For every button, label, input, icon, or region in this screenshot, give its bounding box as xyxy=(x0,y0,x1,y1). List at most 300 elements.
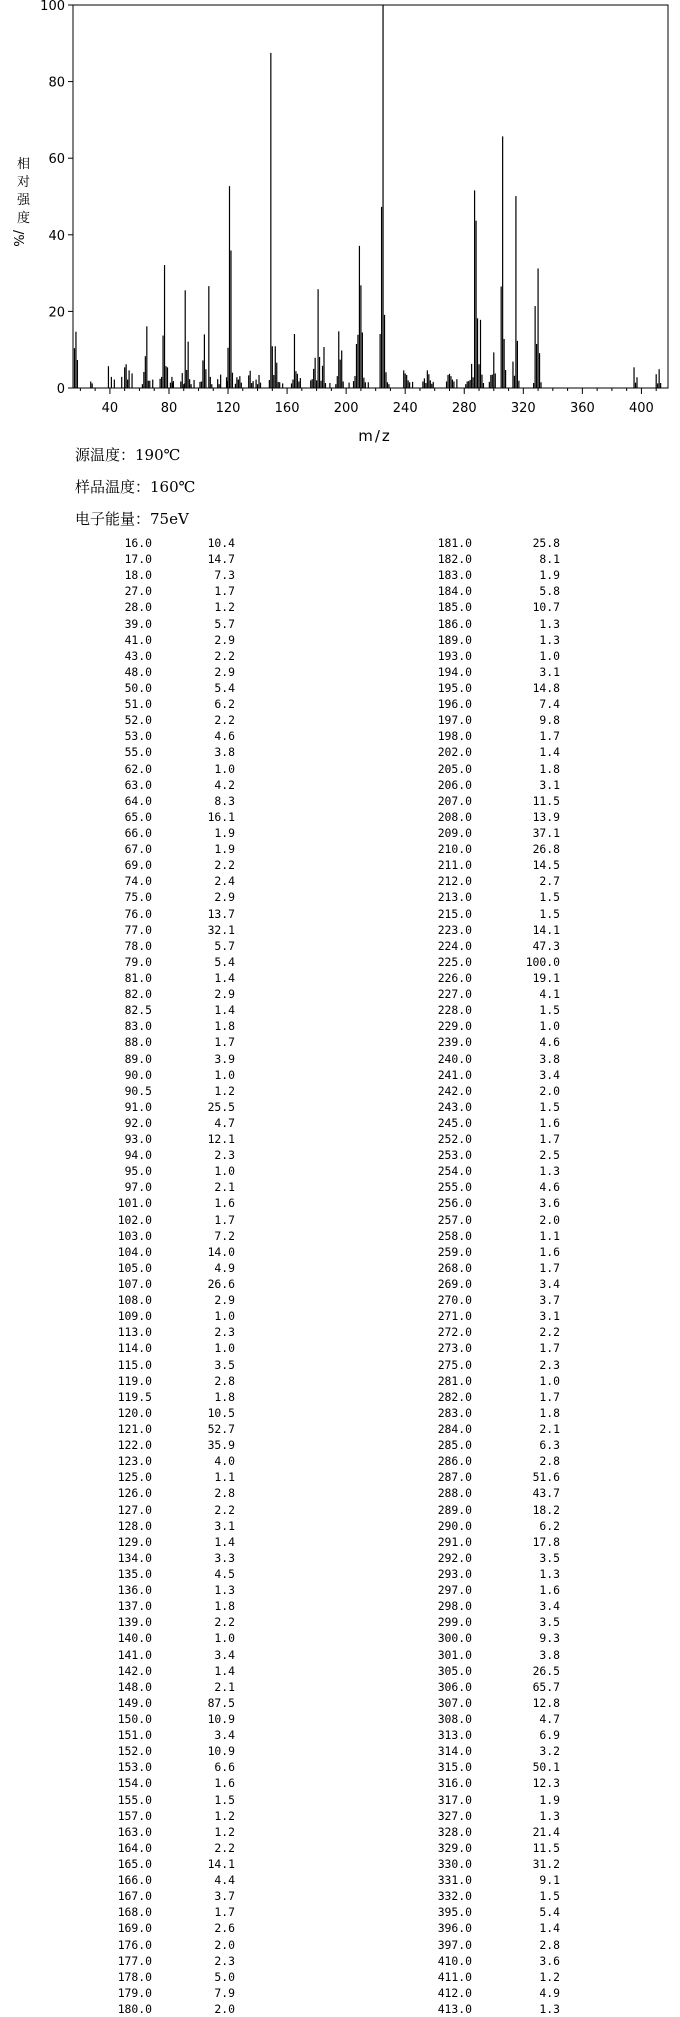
intensity-value: 3.1 xyxy=(539,777,560,792)
y-tick-label: 20 xyxy=(48,305,65,321)
table-row xyxy=(340,809,680,825)
table-row xyxy=(340,664,680,680)
intensity-value: 14.0 xyxy=(207,1244,235,1259)
mz-value: 27.0 xyxy=(124,584,152,599)
mz-value: 305.0 xyxy=(437,1663,472,1678)
table-row xyxy=(340,1953,680,1969)
table-row xyxy=(340,648,680,664)
y-tick-label: 0 xyxy=(56,382,65,397)
mz-value: 142.0 xyxy=(117,1663,152,1678)
table-row xyxy=(0,889,340,905)
table-row xyxy=(340,1163,680,1179)
intensity-value: 3.7 xyxy=(214,1889,235,1904)
intensity-value: 1.9 xyxy=(214,825,235,840)
intensity-value: 2.0 xyxy=(539,1212,560,1227)
table-row xyxy=(340,1534,680,1550)
mz-value: 50.0 xyxy=(124,680,152,695)
mz-value: 165.0 xyxy=(117,1856,152,1871)
mz-value: 101.0 xyxy=(117,1196,152,1211)
x-tick-label: 320 xyxy=(510,401,536,416)
table-row xyxy=(0,1695,340,1711)
intensity-value: 4.9 xyxy=(214,1260,235,1275)
intensity-value: 1.7 xyxy=(214,584,235,599)
intensity-value: 1.2 xyxy=(214,1808,235,1823)
intensity-value: 1.0 xyxy=(539,648,560,663)
mz-value: 196.0 xyxy=(437,697,472,712)
mz-value: 157.0 xyxy=(117,1808,152,1823)
intensity-value: 4.6 xyxy=(214,729,235,744)
intensity-value: 2.9 xyxy=(214,1293,235,1308)
table-row xyxy=(340,1743,680,1759)
intensity-value: 2.3 xyxy=(214,1953,235,1968)
mz-value: 63.0 xyxy=(124,777,152,792)
table-row xyxy=(340,1824,680,1840)
table-row xyxy=(340,696,680,712)
table-row xyxy=(340,1840,680,1856)
spectrum-peaks xyxy=(74,5,660,388)
intensity-value: 87.5 xyxy=(207,1695,235,1710)
intensity-value: 1.7 xyxy=(539,1341,560,1356)
mz-value: 206.0 xyxy=(437,777,472,792)
intensity-value: 2.2 xyxy=(214,1502,235,1517)
intensity-value: 11.5 xyxy=(532,1840,560,1855)
mz-value: 176.0 xyxy=(117,1937,152,1952)
mz-value: 202.0 xyxy=(437,745,472,760)
intensity-value: 65.7 xyxy=(532,1679,560,1694)
table-row xyxy=(0,1727,340,1743)
table-row xyxy=(340,535,680,551)
mz-value: 79.0 xyxy=(124,954,152,969)
mz-value: 412.0 xyxy=(437,1985,472,2000)
table-row xyxy=(340,744,680,760)
intensity-value: 12.1 xyxy=(207,1132,235,1147)
table-row xyxy=(0,1485,340,1501)
mz-value: 314.0 xyxy=(437,1744,472,1759)
mz-value: 39.0 xyxy=(124,616,152,631)
intensity-value: 1.9 xyxy=(539,568,560,583)
table-row xyxy=(340,1067,680,1083)
plot-frame xyxy=(73,5,668,388)
table-row xyxy=(340,712,680,728)
intensity-value: 2.1 xyxy=(214,1180,235,1195)
table-row xyxy=(0,970,340,986)
intensity-value: 6.2 xyxy=(214,697,235,712)
table-row xyxy=(0,1212,340,1228)
table-row xyxy=(0,567,340,583)
table-row xyxy=(340,1647,680,1663)
intensity-value: 43.7 xyxy=(532,1486,560,1501)
y-tick-label: 60 xyxy=(48,152,65,168)
sample-temperature: 样品温度：160℃ xyxy=(75,478,196,496)
table-row xyxy=(340,1228,680,1244)
table-row xyxy=(0,1067,340,1083)
table-row xyxy=(0,761,340,777)
y-axis-label xyxy=(10,156,31,247)
table-row xyxy=(340,1340,680,1356)
table-row xyxy=(340,1357,680,1373)
mz-value: 183.0 xyxy=(437,568,472,583)
table-row xyxy=(340,857,680,873)
mz-value: 195.0 xyxy=(437,680,472,695)
intensity-value: 3.8 xyxy=(539,1051,560,1066)
mz-value: 283.0 xyxy=(437,1405,472,1420)
mz-value: 67.0 xyxy=(124,842,152,857)
mz-value: 198.0 xyxy=(437,729,472,744)
mz-value: 197.0 xyxy=(437,713,472,728)
intensity-value: 1.2 xyxy=(214,600,235,615)
intensity-value: 1.3 xyxy=(214,1583,235,1598)
table-row xyxy=(0,1502,340,1518)
intensity-value: 3.6 xyxy=(539,1953,560,1968)
intensity-value: 18.2 xyxy=(532,1502,560,1517)
intensity-value: 14.8 xyxy=(532,680,560,695)
table-row xyxy=(0,1840,340,1856)
table-row xyxy=(340,1018,680,1034)
intensity-value: 2.8 xyxy=(539,1937,560,1952)
table-row xyxy=(0,1228,340,1244)
intensity-value: 21.4 xyxy=(532,1824,560,1839)
table-row xyxy=(340,1453,680,1469)
intensity-value: 5.7 xyxy=(214,616,235,631)
intensity-value: 100.0 xyxy=(525,954,560,969)
intensity-value: 3.4 xyxy=(539,1277,560,1292)
table-row xyxy=(0,922,340,938)
table-row xyxy=(340,1212,680,1228)
mz-value: 316.0 xyxy=(437,1776,472,1791)
intensity-value: 7.3 xyxy=(214,568,235,583)
table-row xyxy=(340,922,680,938)
table-row xyxy=(0,1357,340,1373)
mz-value: 76.0 xyxy=(124,906,152,921)
table-row xyxy=(340,1131,680,1147)
intensity-value: 1.7 xyxy=(214,1905,235,1920)
mz-value: 121.0 xyxy=(117,1422,152,1437)
mz-value: 17.0 xyxy=(124,552,152,567)
mz-value: 212.0 xyxy=(437,874,472,889)
mz-value: 178.0 xyxy=(117,1969,152,1984)
mz-value: 168.0 xyxy=(117,1905,152,1920)
mz-value: 52.0 xyxy=(124,713,152,728)
mz-value: 18.0 xyxy=(124,568,152,583)
mz-value: 148.0 xyxy=(117,1679,152,1694)
table-row xyxy=(340,954,680,970)
intensity-value: 2.9 xyxy=(214,632,235,647)
mz-value: 81.0 xyxy=(124,970,152,985)
mz-value: 43.0 xyxy=(124,648,152,663)
mz-value: 151.0 xyxy=(117,1728,152,1743)
table-row xyxy=(0,744,340,760)
mz-value: 115.0 xyxy=(117,1357,152,1372)
intensity-value: 2.4 xyxy=(214,874,235,889)
x-tick-label: 280 xyxy=(451,401,477,416)
intensity-value: 3.3 xyxy=(214,1550,235,1565)
mz-value: 207.0 xyxy=(437,793,472,808)
mz-value: 213.0 xyxy=(437,890,472,905)
intensity-value: 2.6 xyxy=(214,1921,235,1936)
mz-value: 209.0 xyxy=(437,825,472,840)
table-row xyxy=(0,1937,340,1953)
mz-value: 225.0 xyxy=(437,954,472,969)
intensity-value: 3.4 xyxy=(214,1728,235,1743)
mz-value: 289.0 xyxy=(437,1502,472,1517)
intensity-value: 50.1 xyxy=(532,1760,560,1775)
mz-value: 189.0 xyxy=(437,632,472,647)
intensity-value: 6.9 xyxy=(539,1728,560,1743)
mz-value: 254.0 xyxy=(437,1164,472,1179)
intensity-value: 14.1 xyxy=(532,922,560,937)
table-row xyxy=(0,1969,340,1985)
mz-value: 185.0 xyxy=(437,600,472,615)
mz-value: 152.0 xyxy=(117,1744,152,1759)
table-row xyxy=(0,664,340,680)
mz-value: 275.0 xyxy=(437,1357,472,1372)
table-row xyxy=(0,1663,340,1679)
mz-value: 256.0 xyxy=(437,1196,472,1211)
table-row xyxy=(0,535,340,551)
table-row xyxy=(340,1002,680,1018)
table-row xyxy=(0,1276,340,1292)
mz-value: 285.0 xyxy=(437,1438,472,1453)
intensity-value: 1.5 xyxy=(539,906,560,921)
table-row xyxy=(0,1888,340,1904)
mz-value: 228.0 xyxy=(437,1003,472,1018)
intensity-value: 5.4 xyxy=(214,954,235,969)
mz-value: 257.0 xyxy=(437,1212,472,1227)
intensity-value: 3.5 xyxy=(539,1615,560,1630)
intensity-value: 52.7 xyxy=(207,1422,235,1437)
table-row xyxy=(0,1985,340,2001)
mz-value: 297.0 xyxy=(437,1583,472,1598)
mz-value: 105.0 xyxy=(117,1260,152,1275)
y-tick-label: 40 xyxy=(48,228,65,244)
intensity-value: 10.5 xyxy=(207,1405,235,1420)
table-row xyxy=(340,2001,680,2017)
x-tick-label: 200 xyxy=(333,401,359,416)
intensity-value: 9.1 xyxy=(539,1873,560,1888)
intensity-value: 6.3 xyxy=(539,1438,560,1453)
mz-value: 290.0 xyxy=(437,1518,472,1533)
mz-value: 69.0 xyxy=(124,858,152,873)
mz-value: 155.0 xyxy=(117,1792,152,1807)
intensity-value: 1.6 xyxy=(539,1583,560,1598)
table-row xyxy=(340,1195,680,1211)
mz-value: 205.0 xyxy=(437,761,472,776)
intensity-value: 1.1 xyxy=(539,1228,560,1243)
mz-value: 167.0 xyxy=(117,1889,152,1904)
intensity-value: 3.6 xyxy=(539,1196,560,1211)
intensity-value: 2.8 xyxy=(539,1454,560,1469)
mz-value: 301.0 xyxy=(437,1647,472,1662)
intensity-value: 5.7 xyxy=(214,938,235,953)
intensity-value: 1.4 xyxy=(539,745,560,760)
mz-value: 240.0 xyxy=(437,1051,472,1066)
intensity-value: 1.0 xyxy=(539,1019,560,1034)
mz-value: 298.0 xyxy=(437,1599,472,1614)
table-row xyxy=(0,1373,340,1389)
table-row xyxy=(340,986,680,1002)
table-row xyxy=(340,1582,680,1598)
mz-value: 327.0 xyxy=(437,1808,472,1823)
table-row xyxy=(340,873,680,889)
intensity-value: 37.1 xyxy=(532,825,560,840)
intensity-value: 1.5 xyxy=(539,890,560,905)
mz-value: 137.0 xyxy=(117,1599,152,1614)
table-row xyxy=(340,1099,680,1115)
intensity-value: 1.9 xyxy=(539,1792,560,1807)
intensity-value: 1.0 xyxy=(214,1631,235,1646)
table-row xyxy=(0,809,340,825)
table-row xyxy=(0,712,340,728)
table-row xyxy=(340,1469,680,1485)
mz-value: 186.0 xyxy=(437,616,472,631)
intensity-value: 3.4 xyxy=(539,1599,560,1614)
intensity-value: 1.3 xyxy=(539,1567,560,1581)
intensity-value: 1.6 xyxy=(539,1244,560,1259)
mz-value: 119.5 xyxy=(117,1389,152,1404)
intensity-value: 14.5 xyxy=(532,858,560,873)
table-row xyxy=(0,551,340,567)
intensity-value: 1.0 xyxy=(539,1373,560,1388)
mz-value: 75.0 xyxy=(124,890,152,905)
intensity-value: 17.8 xyxy=(532,1534,560,1549)
intensity-value: 1.5 xyxy=(539,1099,560,1114)
mz-value: 90.5 xyxy=(124,1083,152,1098)
intensity-value: 10.9 xyxy=(207,1744,235,1759)
table-row xyxy=(340,1598,680,1614)
mz-value: 184.0 xyxy=(437,584,472,599)
table-row xyxy=(340,1888,680,1904)
table-row xyxy=(0,648,340,664)
mz-value: 332.0 xyxy=(437,1889,472,1904)
table-row xyxy=(0,906,340,922)
mz-value: 65.0 xyxy=(124,809,152,824)
table-row xyxy=(340,632,680,648)
intensity-value: 51.6 xyxy=(532,1470,560,1485)
intensity-value: 3.5 xyxy=(539,1550,560,1565)
intensity-value: 1.9 xyxy=(214,842,235,857)
intensity-value: 2.9 xyxy=(214,664,235,679)
table-row xyxy=(340,906,680,922)
table-row xyxy=(0,777,340,793)
intensity-value: 2.2 xyxy=(214,713,235,728)
intensity-value: 2.3 xyxy=(539,1357,560,1372)
intensity-value: 2.2 xyxy=(214,1615,235,1630)
mz-value: 122.0 xyxy=(117,1438,152,1453)
intensity-value: 2.0 xyxy=(539,1083,560,1098)
intensity-value: 1.2 xyxy=(214,1824,235,1839)
intensity-value: 1.6 xyxy=(214,1776,235,1791)
intensity-value: 1.3 xyxy=(539,632,560,647)
mz-value: 269.0 xyxy=(437,1277,472,1292)
table-row xyxy=(0,1324,340,1340)
intensity-value: 7.2 xyxy=(214,1228,235,1243)
mz-value: 328.0 xyxy=(437,1824,472,1839)
mz-value: 271.0 xyxy=(437,1309,472,1324)
table-row xyxy=(340,970,680,986)
intensity-value: 2.7 xyxy=(539,874,560,889)
intensity-value: 1.6 xyxy=(214,1196,235,1211)
table-row xyxy=(0,1195,340,1211)
table-row xyxy=(340,1566,680,1582)
intensity-value: 4.1 xyxy=(539,987,560,1002)
mz-value: 125.0 xyxy=(117,1470,152,1485)
intensity-value: 1.7 xyxy=(539,1132,560,1147)
electron-energy: 电子能量：75eV xyxy=(75,510,189,528)
y-ticks xyxy=(40,0,73,397)
mz-value: 164.0 xyxy=(117,1840,152,1855)
table-row xyxy=(0,2001,340,2017)
mz-value: 243.0 xyxy=(437,1099,472,1114)
mz-value: 210.0 xyxy=(437,842,472,857)
mz-value: 107.0 xyxy=(117,1277,152,1292)
intensity-value: 2.0 xyxy=(214,1937,235,1952)
mz-value: 224.0 xyxy=(437,938,472,953)
mz-value: 286.0 xyxy=(437,1454,472,1469)
mz-value: 226.0 xyxy=(437,970,472,985)
intensity-value: 10.4 xyxy=(207,536,235,550)
table-row xyxy=(0,1002,340,1018)
mz-value: 102.0 xyxy=(117,1212,152,1227)
table-row xyxy=(0,1534,340,1550)
mz-value: 227.0 xyxy=(437,987,472,1002)
intensity-value: 3.4 xyxy=(214,1647,235,1662)
mz-value: 126.0 xyxy=(117,1486,152,1501)
table-row xyxy=(0,1550,340,1566)
mz-value: 215.0 xyxy=(437,906,472,921)
table-row xyxy=(0,1872,340,1888)
mz-value: 93.0 xyxy=(124,1132,152,1147)
intensity-value: 1.8 xyxy=(214,1599,235,1614)
table-row xyxy=(0,1083,340,1099)
intensity-value: 1.2 xyxy=(214,1083,235,1098)
mz-value: 395.0 xyxy=(437,1905,472,1920)
table-row xyxy=(340,1485,680,1501)
table-row xyxy=(340,1969,680,1985)
mz-value: 194.0 xyxy=(437,664,472,679)
mz-value: 300.0 xyxy=(437,1631,472,1646)
intensity-value: 1.5 xyxy=(539,1003,560,1018)
intensity-value: 3.7 xyxy=(539,1293,560,1308)
mz-value: 90.0 xyxy=(124,1067,152,1082)
peak-table-right xyxy=(340,535,680,2017)
intensity-value: 19.1 xyxy=(532,970,560,985)
mz-value: 329.0 xyxy=(437,1840,472,1855)
table-row xyxy=(340,1550,680,1566)
table-row xyxy=(0,1566,340,1582)
intensity-value: 1.4 xyxy=(539,1921,560,1936)
table-row xyxy=(340,680,680,696)
table-row xyxy=(340,1518,680,1534)
mz-value: 397.0 xyxy=(437,1937,472,1952)
mz-value: 153.0 xyxy=(117,1760,152,1775)
mz-value: 180.0 xyxy=(117,2001,152,2016)
intensity-value: 4.4 xyxy=(214,1873,235,1888)
table-row xyxy=(340,1179,680,1195)
table-row xyxy=(340,616,680,632)
mz-value: 330.0 xyxy=(437,1856,472,1871)
intensity-value: 26.5 xyxy=(532,1663,560,1678)
table-row xyxy=(340,551,680,567)
mz-value: 193.0 xyxy=(437,648,472,663)
mz-value: 308.0 xyxy=(437,1711,472,1726)
intensity-value: 3.5 xyxy=(214,1357,235,1372)
mz-value: 41.0 xyxy=(124,632,152,647)
mz-value: 182.0 xyxy=(437,552,472,567)
mz-value: 104.0 xyxy=(117,1244,152,1259)
y-tick-label: 80 xyxy=(48,75,65,91)
table-row xyxy=(0,841,340,857)
mz-value: 91.0 xyxy=(124,1099,152,1114)
